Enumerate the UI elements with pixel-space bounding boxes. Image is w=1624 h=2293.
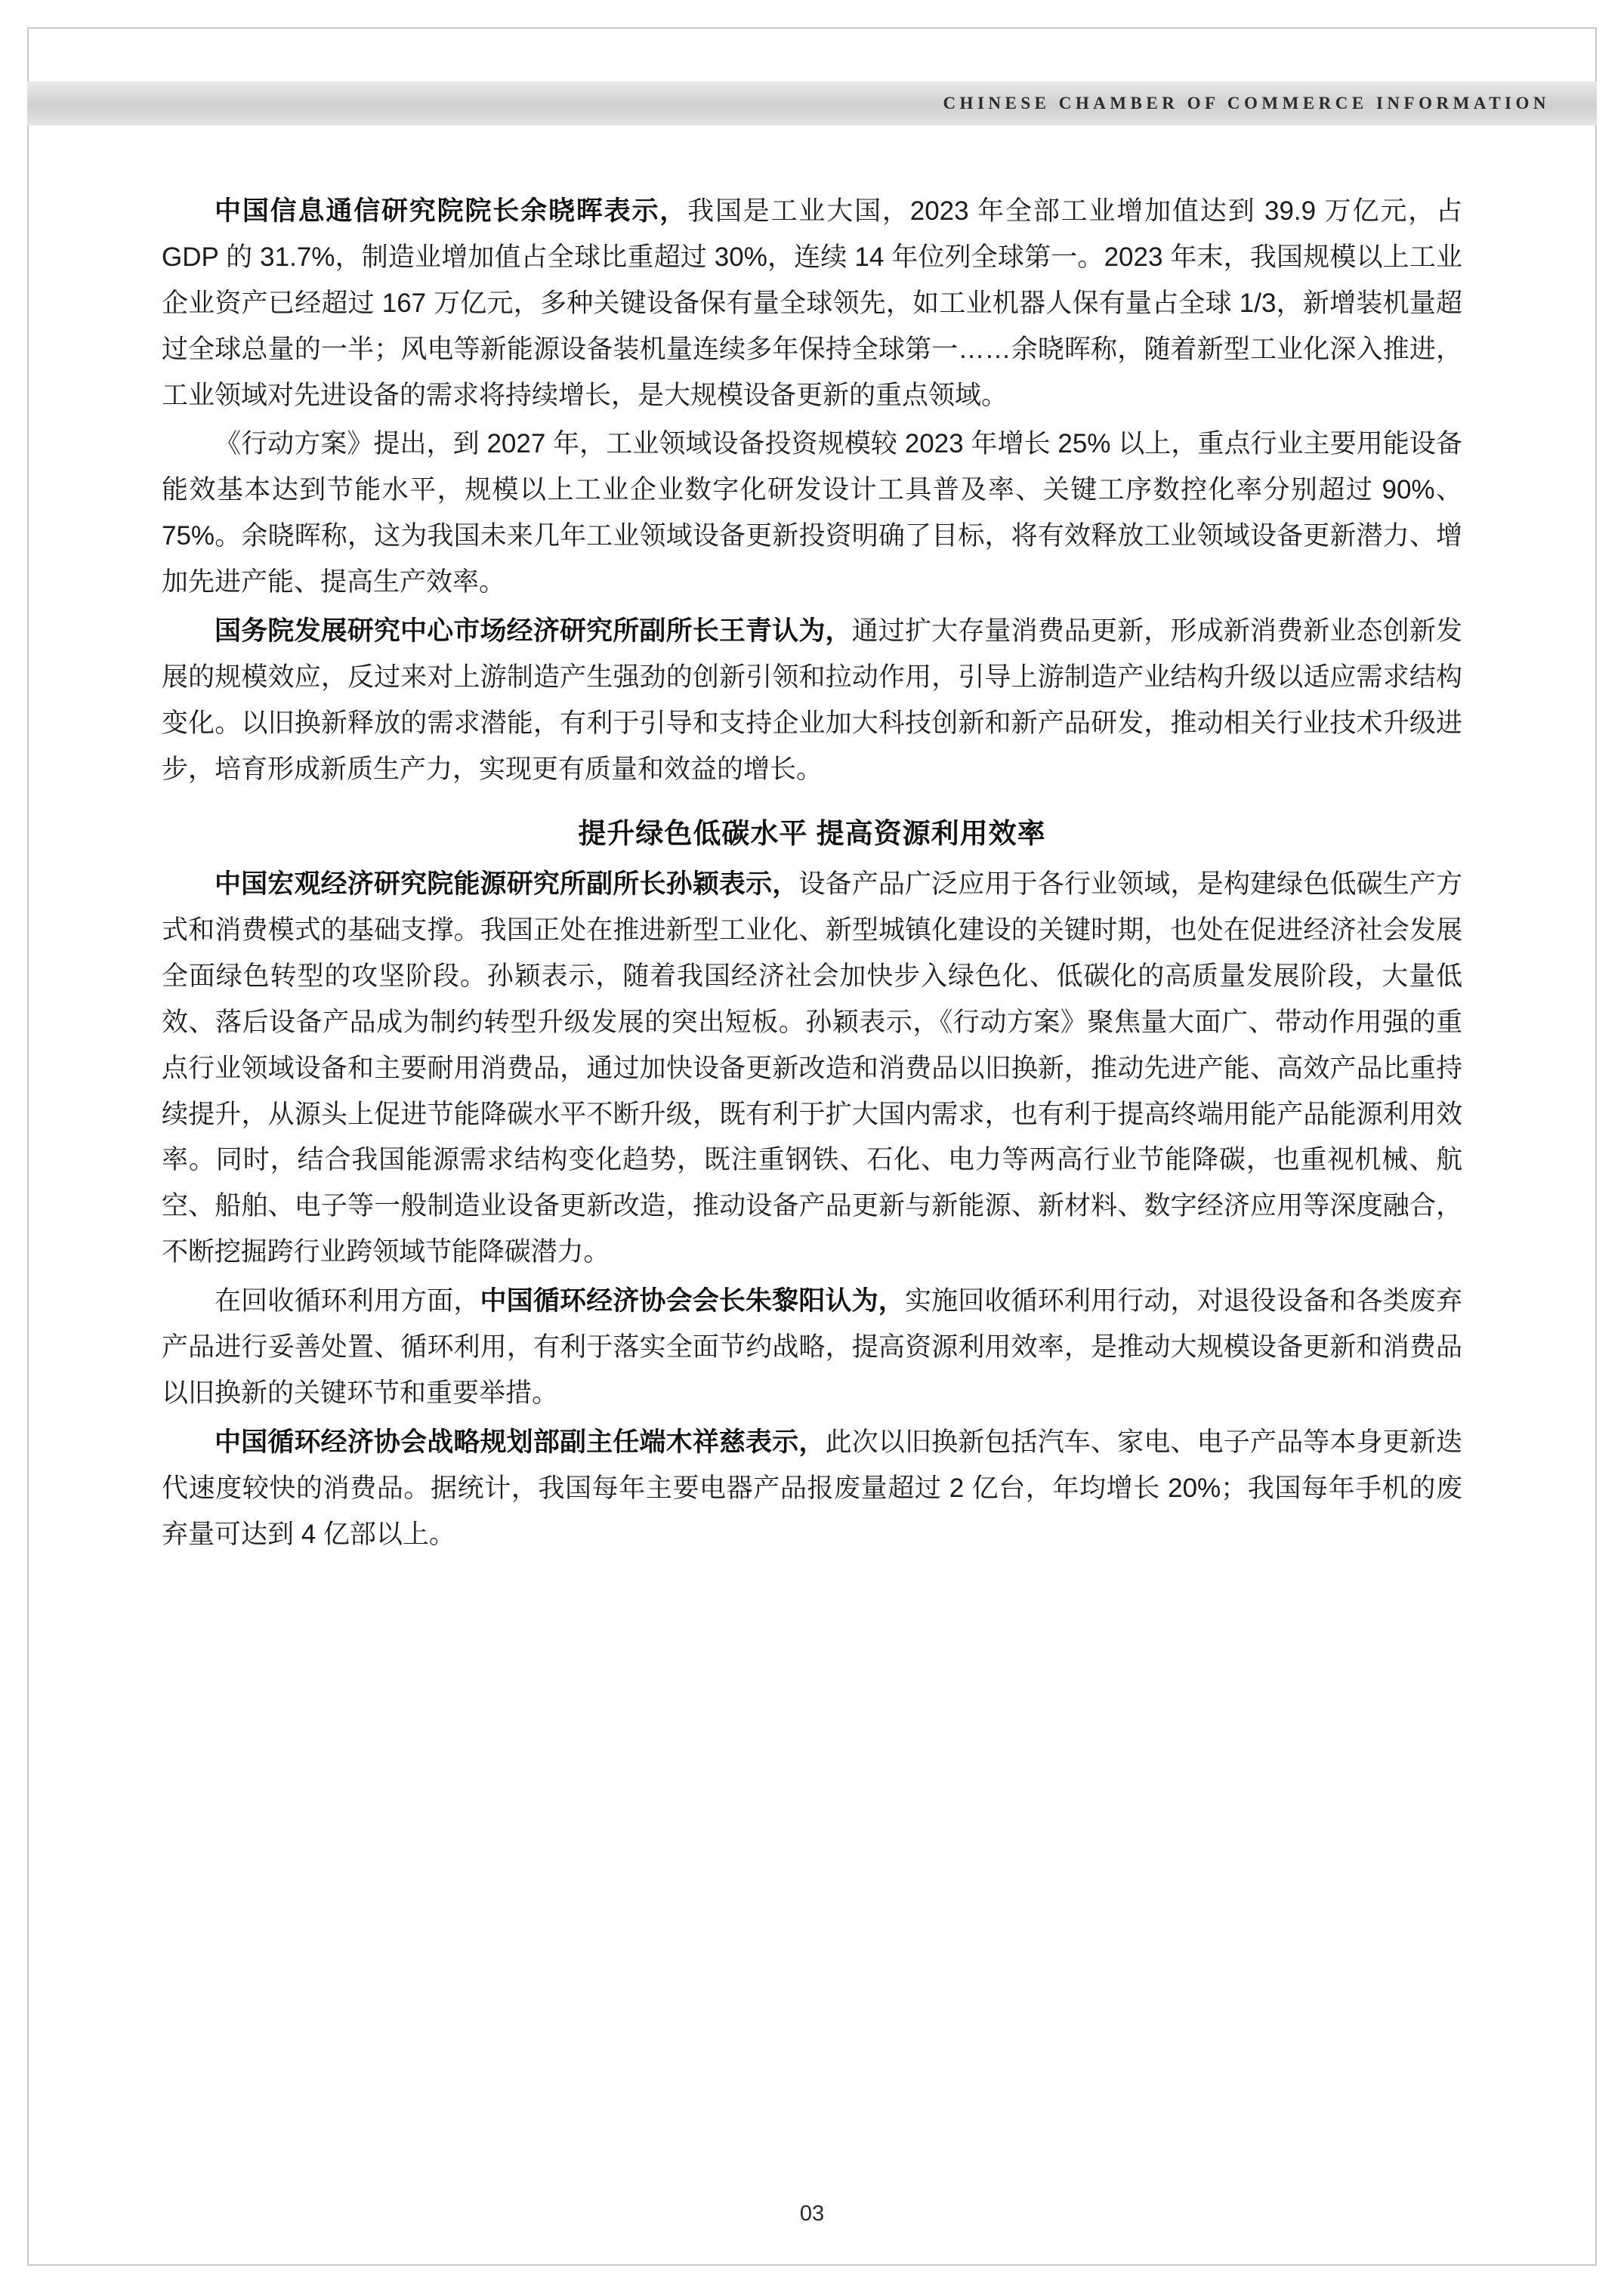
paragraph-5-lead: 中国循环经济协会会长朱黎阳认为，: [480, 1286, 905, 1316]
paragraph-2-text: 《行动方案》提出，到 2027 年，工业领域设备投资规模较 2023 年增长 25% 以上，重点行业主要用能设备能效基本达到节能水平，规模以上工业企业数字化研发设计工具普及率、关键工序数控化率分别超过 90%、75%。余晓晖称，这为我国未来几年工业领域设备更新投资明确了目标，将有效释放工业领域设备更新潜力、增加先进产能、提高生产效率。: [162, 429, 1462, 597]
page-number: 03: [799, 2202, 825, 2226]
paragraph-6: [162, 1420, 1462, 1558]
paragraph-5-text: 实施回收循环利用行动，对退役设备和各类废弃产品进行妥善处置、循环利用，有利于落实全面节约战略，提高资源利用效率，是推动大规模设备更新和消费品以旧换新的关键环节和重要举措。: [162, 1286, 1462, 1408]
paragraph-4-text: 设备产品广泛应用于各行业领域，是构建绿色低碳生产方式和消费模式的基础支撑。我国正处在推进新型工业化、新型城镇化建设的关键时期，也处在促进经济社会发展全面绿色转型的攻坚阶段。孙颖表示，随着我国经济社会加快步入绿色化、低碳化的高质量发展阶段，大量低效、落后设备产品成为制约转型升级发展的突出短板。孙颖表示，《行动方案》聚焦量大面广、带动作用强的重点行业领域设备和主要耐用消费品，通过加快设备更新改造和消费品以旧换新，推动先进产能、高效产品比重持续提升，从源头上促进节能降碳水平不断升级，既有利于扩大国内需求，也有利于提高终端用能产品能源利用效率。同时，结合我国能源需求结构变化趋势，既注重钢铁、石化、电力等两高行业节能降碳，也重视机械、航空、船舶、电子等一般制造业设备更新改造，推动设备产品更新与新能源、新材料、数字经济应用等深度融合，不断挖掘跨行业跨领域节能降碳潜力。: [162, 869, 1462, 1267]
paragraph-5-prefix: 在回收循环利用方面，: [215, 1286, 480, 1316]
paragraph-4-lead: 中国宏观经济研究院能源研究所副所长孙颖表示，: [215, 869, 799, 900]
paragraph-6-text: 此次以旧换新包括汽车、家电、电子产品等本身更新迭代速度较快的消费品。据统计，我国每年主要电器产品报废量超过 2 亿台，年均增长 20%；我国每年手机的废弃量可达到 4 亿部以上。: [162, 1427, 1462, 1549]
paragraph-3-lead: 国务院发展研究中心市场经济研究所副所长王青认为，: [215, 616, 852, 647]
paragraph-3-text: 通过扩大存量消费品更新，形成新消费新业态创新发展的规模效应，反过来对上游制造产生强劲的创新引领和拉动作用，引导上游制造产业结构升级以适应需求结构变化。以旧换新释放的需求潜能，有利于引导和支持企业加大科技创新和新产品研发，推动相关行业技术升级进步，培育形成新质生产力，实现更有质量和效益的增长。: [162, 616, 1462, 784]
section-heading: 提升绿色低碳水平 提高资源利用效率: [578, 817, 1046, 849]
paragraph-6-lead: 中国循环经济协会战略规划部副主任端木祥慈表示，: [215, 1427, 826, 1457]
header-title: CHINESE CHAMBER OF COMMERCE INFORMATION: [943, 94, 1550, 113]
paragraph-1: [162, 189, 1462, 418]
paragraph-1-lead: 中国信息通信研究院院长余晓晖表示，: [215, 196, 688, 226]
paragraph-4: [162, 862, 1462, 1276]
paragraph-3: [162, 609, 1462, 793]
paragraph-2: [162, 421, 1462, 606]
article-body: [162, 189, 1462, 1560]
paragraph-1-text: 我国是工业大国，2023 年全部工业增加值达到 39.9 万亿元，占 GDP 的 31.7%，制造业增加值占全球比重超过 30%，连续 14 年位列全球第一。2023 年末，我国规模以上工业企业资产已经超过 167 万亿元，多种关键设备保有量全球领先，如工业机器人保有量占全球 1/3，新增装机量超过全球总量的一半；风电等新能源设备装机量连续多年保持全球第一……余晓晖称，随着新型工业化深入推进，工业领域对先进设备的需求将持续增长，是大规模设备更新的重点领域。: [162, 196, 1462, 410]
page-header: [27, 82, 1597, 125]
paragraph-5: [162, 1279, 1462, 1417]
